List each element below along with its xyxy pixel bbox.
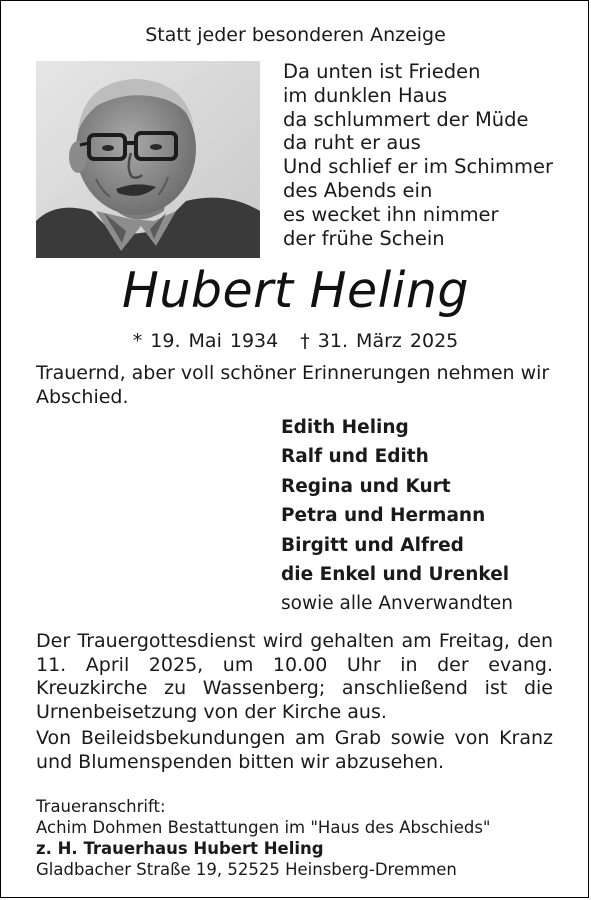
address-line: Achim Dohmen Bestattungen im "Haus des Abschieds" — [36, 818, 491, 837]
service-paragraph: Der Trauergottesdienst wird gehalten am Freitag, den 11. April 2025, um 10.00 Uhr in der evang. Kreuzkirche zu Wassenberg; anschließend ist die Urnenbeisetzung von der Kirche aus. — [36, 630, 553, 723]
mourner-name: Regina und Kurt — [281, 475, 451, 497]
mourner-name: die Enkel und Urenkel — [281, 564, 510, 586]
portrait-icon — [36, 61, 260, 258]
birth-date: * 19. Mai 1934 — [132, 330, 279, 352]
poem-line: da ruht er aus — [283, 131, 421, 155]
poem — [283, 60, 553, 250]
deceased-name: Hubert Heling — [122, 262, 469, 319]
life-dates — [0, 330, 591, 352]
address-line: Gladbacher Straße 19, 52525 Heinsberg-Dremmen — [36, 860, 457, 879]
mourner-name: Ralf und Edith — [281, 446, 429, 468]
mourner-name: Birgitt und Alfred — [281, 534, 464, 556]
address-line: z. H. Trauerhaus Hubert Heling — [36, 839, 324, 858]
mourning-address — [36, 796, 491, 880]
intro-text: Trauernd, aber voll schöner Erinnerungen nehmen wir Abschied. — [36, 362, 550, 408]
mourner-name: Edith Heling — [281, 417, 409, 438]
mourners-rest: sowie alle Anverwandten — [281, 593, 513, 615]
poem-line: der frühe Schein — [283, 226, 445, 250]
mourners-list — [281, 413, 513, 619]
portrait-photo — [36, 61, 260, 258]
headline: Statt jeder besonderen Anzeige — [145, 24, 446, 46]
poem-line: es wecket ihn nimmer — [283, 202, 499, 226]
condolence-paragraph: Von Beileidsbekundungen am Grab sowie von Kranz und Blumenspenden bitten wir abzusehen. — [36, 727, 553, 773]
death-date: † 31. März 2025 — [300, 330, 459, 352]
address-label: Traueranschrift: — [36, 797, 166, 816]
poem-line: da schlummert der Müde — [283, 107, 529, 131]
poem-line: Da unten ist Frieden — [283, 60, 481, 83]
poem-line: im dunklen Haus — [283, 83, 448, 107]
mourner-name: Petra und Hermann — [281, 505, 486, 527]
service-info — [36, 630, 553, 775]
poem-line: des Abends ein — [283, 178, 433, 202]
poem-line: Und schlief er im Schimmer — [283, 155, 554, 179]
